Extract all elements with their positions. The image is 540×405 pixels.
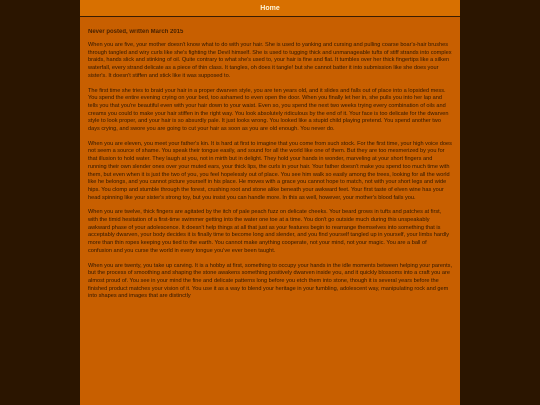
top-nav-bar	[80, 0, 460, 17]
paragraph: When you are eleven, you meet your father's kin. It is hard at first to imagine that you come from such stock. For the first time, your high voice does not seem a source of shame. You speak their tongue easily, and sound for all the world like one of them. But they are too mesmerized by you for that illusion to hold water. They laugh at you, not in mirth but in delight. They hold your hands in wonder, marveling at your short fingers and running their own slender ones over your muted ears, your thick lips, the curls in your hair. Your father doesn't make you spend too much time with them, but even when it is just the two of you, you feel hopelessly out of place. You see him walk so easily among the trees, looking for all the world like he belongs, and you cannot picture yourself in his place. He moves with a grace you cannot hope to match, not with your short legs and wide hips. You clomp and stumble through the forest, crushing root and stone alike beneath your awkward feet. Your first taste of elven wine has your head spinning like your sister's strong toy, but you insist you can handle more. In this as well, however, your mother's blood fails you.	[88, 140, 452, 201]
home-link[interactable]: Home	[260, 4, 280, 12]
post-meta: Never posted, written March 2015	[88, 29, 184, 35]
paragraph: The first time she tries to braid your hair in a proper dwarven style, you are ten years old, and it slides and falls out of place into a lopsided mess. You spend the entire evening crying on your bed, too ashamed to even open the door. When you finally let her in, she pulls you into her lap and tells you that you're beautiful even with your hair down to your waist. Even so, you spend the next two weeks trying every combination of oils and creams you could to make your hair stiffen in the right way. You look absolutely ridiculous by the end of it. Your face is too delicate for the dwarven style to look proper, and your hair is so absurdly pale. It just looks wrong. You looked like a stupid child playing pretend. You spend another two days crying, and swore you are going to cut your hair as soon as you are old enough. You never do.	[88, 87, 449, 133]
paragraph: When you are twenty, you take up carving. It is a hobby at first, something to occupy your hands in the idle moments between helping your parents, but the process of smoothing and shaping the stone awakens something positively dwarven inside you, and it quickly blossoms into a craft you are almost proud of. You see in your mind the fine and delicate patterns long before you etch them into stone, though it is several years before the finished product matches your vision of it. You use it as a way to blend your heritage in your fumbling, adolescent way, manipulating rock and gem into shapes and images that are distinctly	[88, 262, 452, 300]
paragraph: When you are twelve, thick fingers are agitated by the itch of pale peach fuzz on delicate cheeks. Your beard grows in tufts and patches at first, with the timid hesitation of a first-time swimmer getting into the water one toe at a time. You don't go outside much during this unspeakably awkward phase of your adolescence. It doesn't help things at all that just as your features begin to rearrange themselves into something that is acceptably dwarven, your body decides it is finally time to become long and slender, and you find yourself tangled up in yourself, your limbs hardly more than thin ropes keeping you tied to the earth. You cannot make anything cooperate, not your mind, not your magic. You are a ball of confusion and you curse the world in every tongue you've ever been taught.	[88, 209, 449, 254]
post-content	[88, 29, 452, 405]
paragraph: When you are five, your mother doesn't know what to do with your hair. She is used to yanking and cursing and pulling coarse boar's-hair brushes through tangled and wiry curls like she's fighting the Devil himself. She is used to tugging thick and unmanageable tufts of stiff strands into complex braids, hands slick and stinking of oil. Quite contrary to what she's used to, your hair is fine and flat. It tumbles over her thick fingertips like a silken waterfall, every strand delicate as a piece of thin class. It tangles, oh does it tangle! but she cannot batter it into submission like she does your sister's. It doesn't stiffen and stick like it was supposed to.	[88, 42, 452, 79]
